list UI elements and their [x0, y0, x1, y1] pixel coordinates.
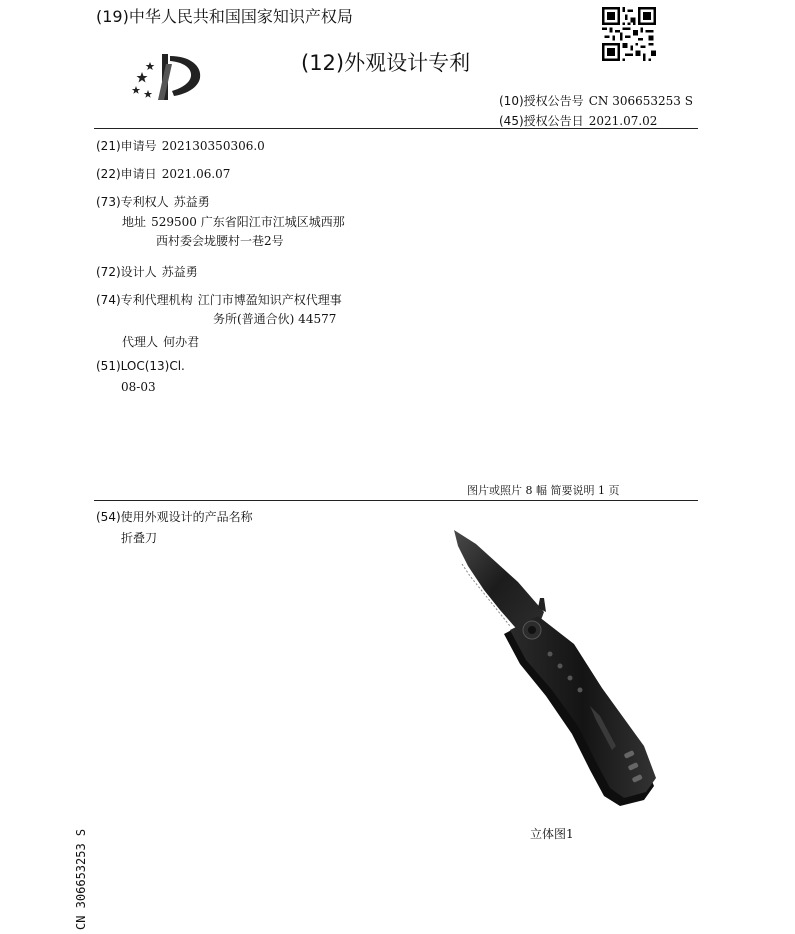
- publication-date-label: (45)授权公告日: [499, 114, 584, 128]
- header-divider: [94, 128, 698, 129]
- side-publication-id: CN 306653253 S: [74, 828, 88, 930]
- loc-classification-label: (51)LOC(13)Cl.: [96, 359, 185, 373]
- agency-label: (74)专利代理机构: [96, 293, 193, 307]
- patentee-label: (73)专利权人: [96, 195, 169, 209]
- agency-line-1: 江门市博盈知识产权代理事: [197, 293, 342, 307]
- abstract-divider: [94, 500, 698, 501]
- application-number-row: [96, 135, 265, 154]
- application-date: 2021.06.07: [161, 167, 231, 181]
- agency-line-2: 务所(普通合伙) 44577: [213, 312, 337, 326]
- application-number: 202130350306.0: [161, 139, 265, 153]
- application-date-row: [96, 163, 230, 182]
- address-line-2: 西村委会垅腰村一巷2号: [156, 234, 284, 248]
- publication-number: CN 306653253 S: [588, 94, 693, 108]
- address-label: 地址: [122, 215, 147, 229]
- designer-row: [96, 261, 198, 280]
- loc-classification-value: 08-03: [121, 380, 156, 394]
- figure-caption: 立体图1: [530, 827, 574, 841]
- address-line-1: 529500 广东省阳江市江城区城西那: [151, 215, 345, 229]
- product-name: 折叠刀: [121, 531, 158, 545]
- publication-number-label: (10)授权公告号: [499, 94, 584, 108]
- designer-label: (72)设计人: [96, 265, 157, 279]
- issuing-office: (19)中华人民共和国国家知识产权局: [96, 7, 353, 26]
- folding-knife-image: [440, 520, 670, 820]
- agency-row: [96, 289, 342, 308]
- publication-date-row: [499, 110, 657, 129]
- publication-number-row: [499, 90, 693, 109]
- document-type: (12)外观设计专利: [301, 51, 471, 75]
- application-date-label: (22)申请日: [96, 167, 157, 181]
- product-name-label: (54)使用外观设计的产品名称: [96, 510, 253, 524]
- publication-date: 2021.07.02: [588, 114, 658, 128]
- agent: 何办君: [163, 335, 200, 349]
- agent-row: [122, 331, 199, 350]
- figure-count-summary: 图片或照片 8 幅 简要说明 1 页: [467, 484, 620, 497]
- cnipa-logo: [128, 50, 208, 106]
- application-number-label: (21)申请号: [96, 139, 157, 153]
- patentee-row: [96, 191, 210, 210]
- patentee: 苏益勇: [173, 195, 210, 209]
- qr-code: [602, 7, 656, 61]
- designer: 苏益勇: [161, 265, 198, 279]
- address-row: [122, 211, 345, 230]
- agent-label: 代理人: [122, 335, 159, 349]
